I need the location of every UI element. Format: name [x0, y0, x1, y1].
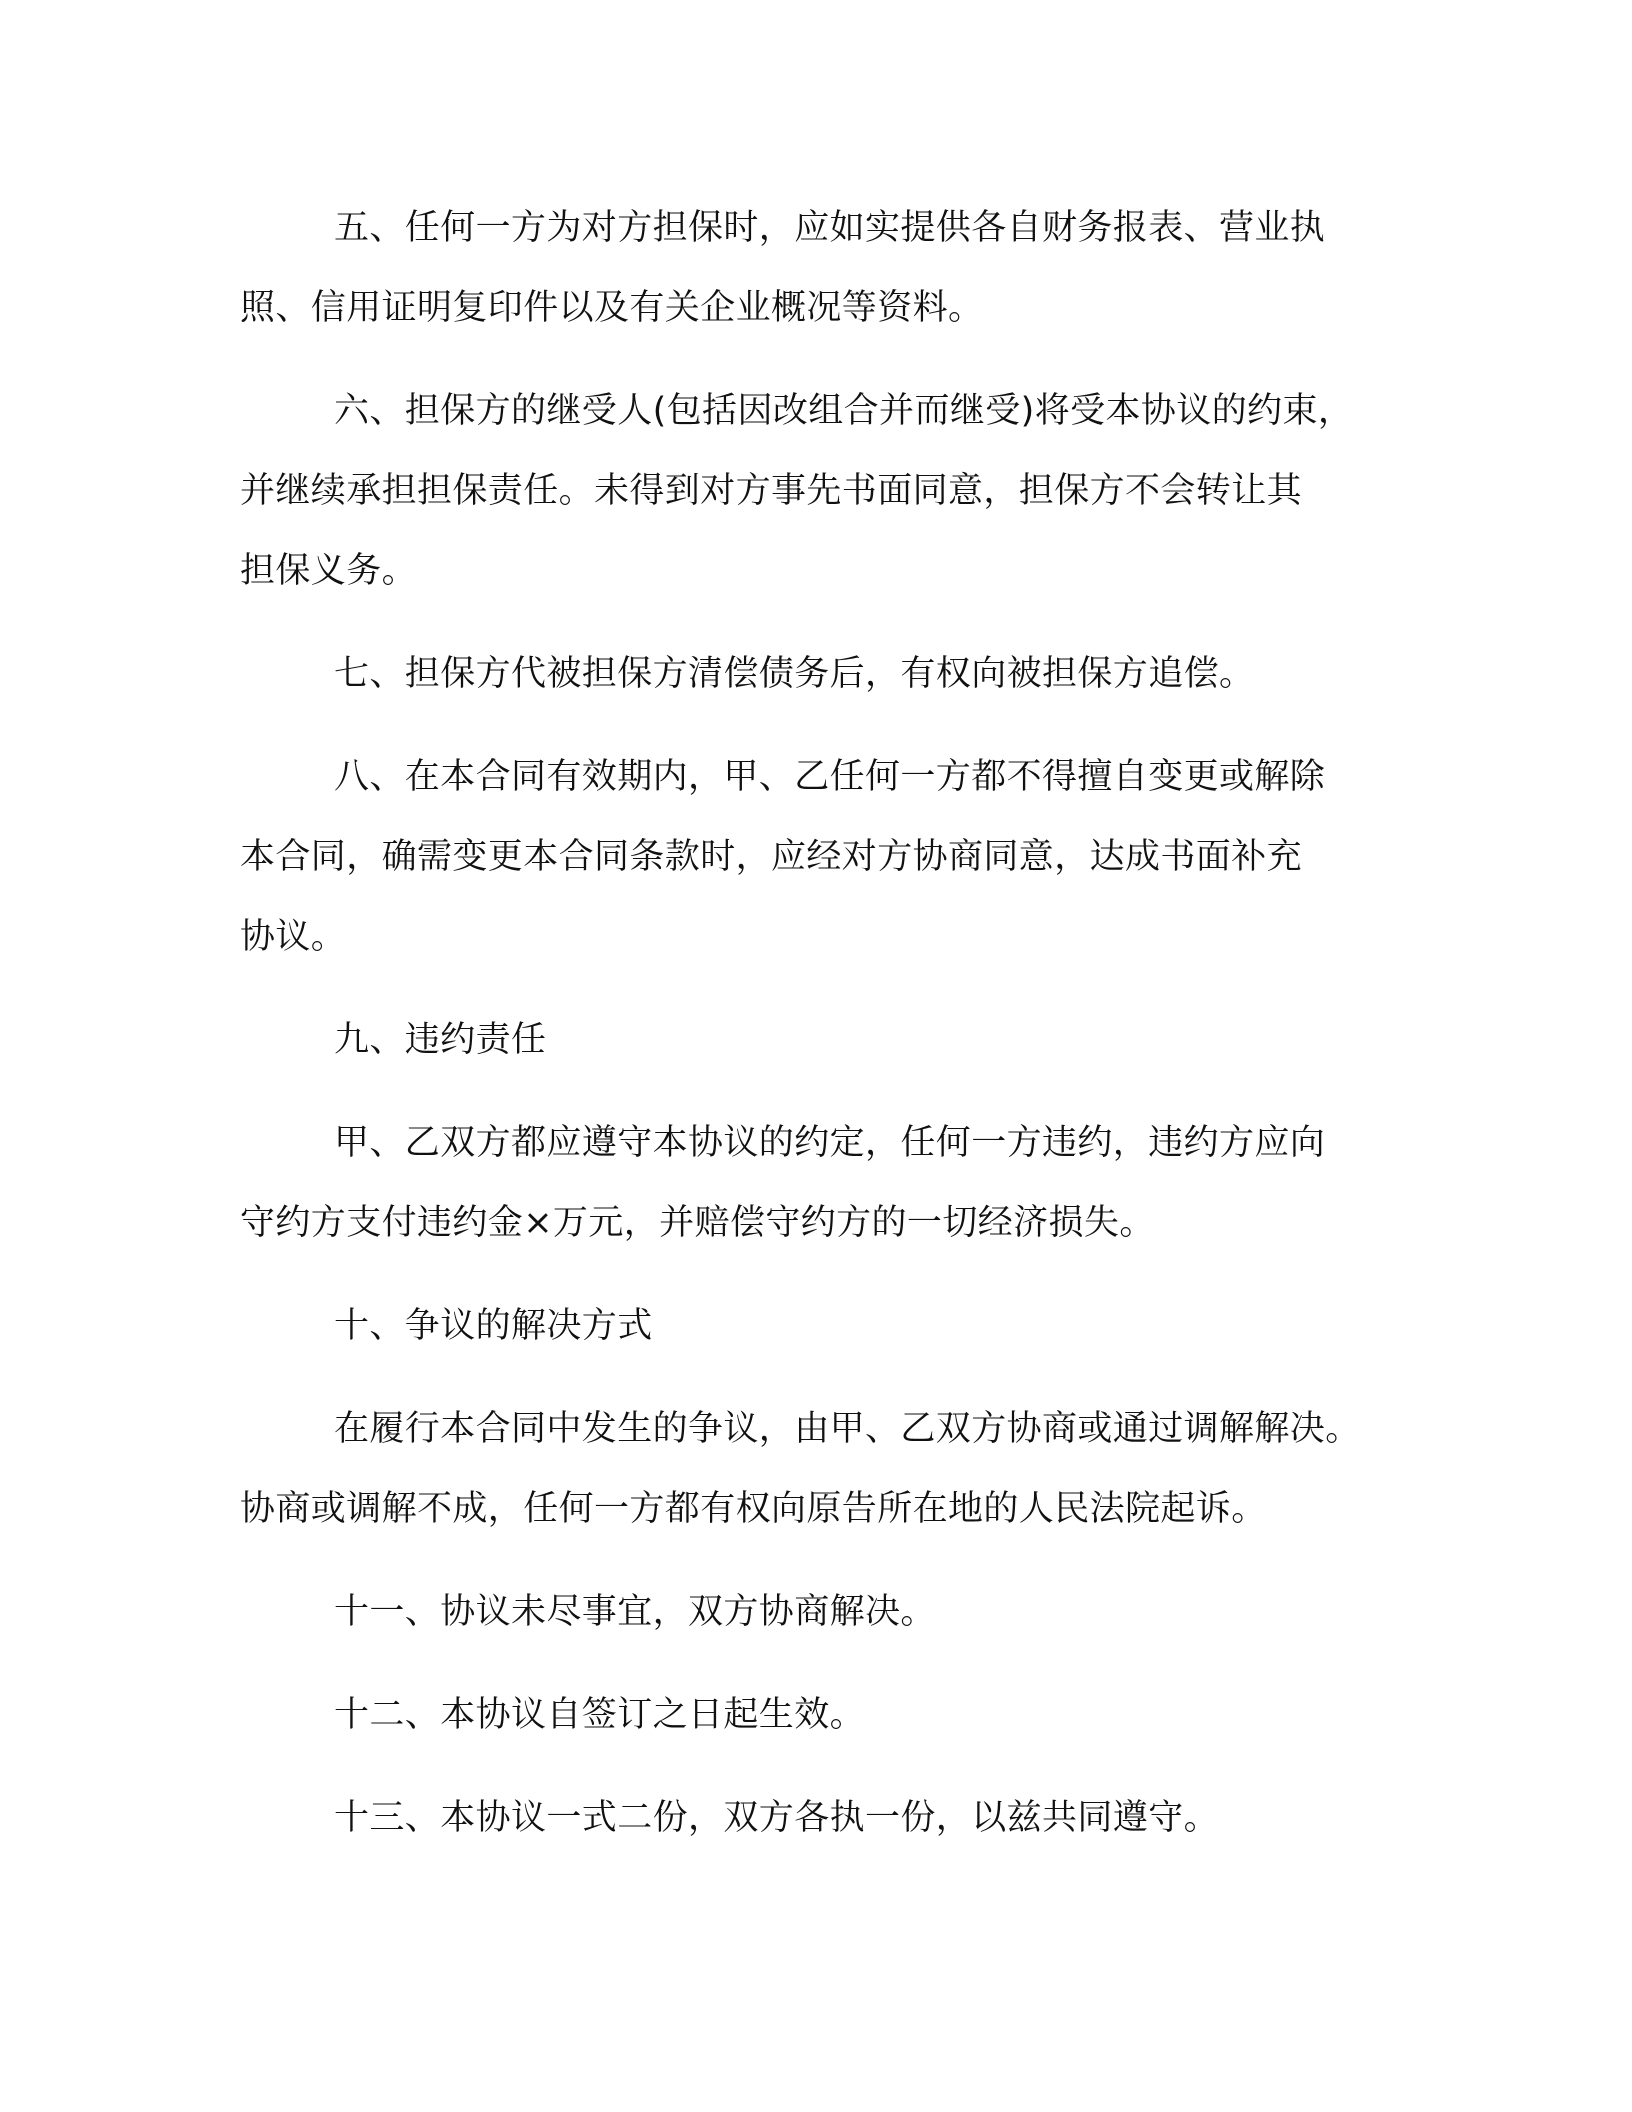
text-line: 十一、协议未尽事宜，双方协商解决。: [334, 1592, 936, 1632]
text-line: 守约方支付违约金×万元，并赔偿守约方的一切经济损失。: [240, 1203, 1155, 1243]
clause-8: [240, 737, 1410, 977]
text-line: 八、在本合同有效期内，甲、乙任何一方都不得擅自变更或解除: [334, 757, 1326, 797]
text-line: 协议。: [240, 917, 347, 957]
text-line: 九、违约责任: [334, 1020, 547, 1060]
clause-6: [240, 371, 1410, 611]
text-line: 并继续承担担保责任。未得到对方事先书面同意，担保方不会转让其: [240, 471, 1303, 511]
clause-10-heading: [240, 1286, 1410, 1366]
text-line: 协商或调解不成，任何一方都有权向原告所在地的人民法院起诉。: [240, 1489, 1267, 1529]
text-line: 十、争议的解决方式: [334, 1306, 653, 1346]
text-line: 十二、本协议自签订之日起生效。: [334, 1695, 866, 1735]
clause-5: [240, 188, 1410, 348]
clause-10-body: [240, 1389, 1410, 1549]
text-line: 十三、本协议一式二份，双方各执一份，以兹共同遵守。: [334, 1798, 1220, 1838]
text-line: 六、担保方的继受人(包括因改组合并而继受)将受本协议的约束，: [334, 391, 1354, 431]
clause-7: [240, 634, 1410, 714]
text-line: 照、信用证明复印件以及有关企业概况等资料。: [240, 288, 984, 328]
text-line: 甲、乙双方都应遵守本协议的约定，任何一方违约，违约方应向: [334, 1123, 1326, 1163]
clause-9-body: [240, 1103, 1410, 1263]
clause-13: [240, 1778, 1410, 1858]
text-line: 五、任何一方为对方担保时，应如实提供各自财务报表、营业执: [334, 208, 1326, 248]
text-line: 担保义务。: [240, 551, 418, 591]
clause-11: [240, 1572, 1410, 1652]
text-line: 在履行本合同中发生的争议，由甲、乙双方协商或通过调解解决。: [334, 1409, 1361, 1449]
clause-12: [240, 1675, 1410, 1755]
clause-9-heading: [240, 1000, 1410, 1080]
document-page: [240, 188, 1410, 1858]
text-line: 七、担保方代被担保方清偿债务后，有权向被担保方追偿。: [334, 654, 1255, 694]
text-line: 本合同，确需变更本合同条款时，应经对方协商同意，达成书面补充: [240, 837, 1303, 877]
